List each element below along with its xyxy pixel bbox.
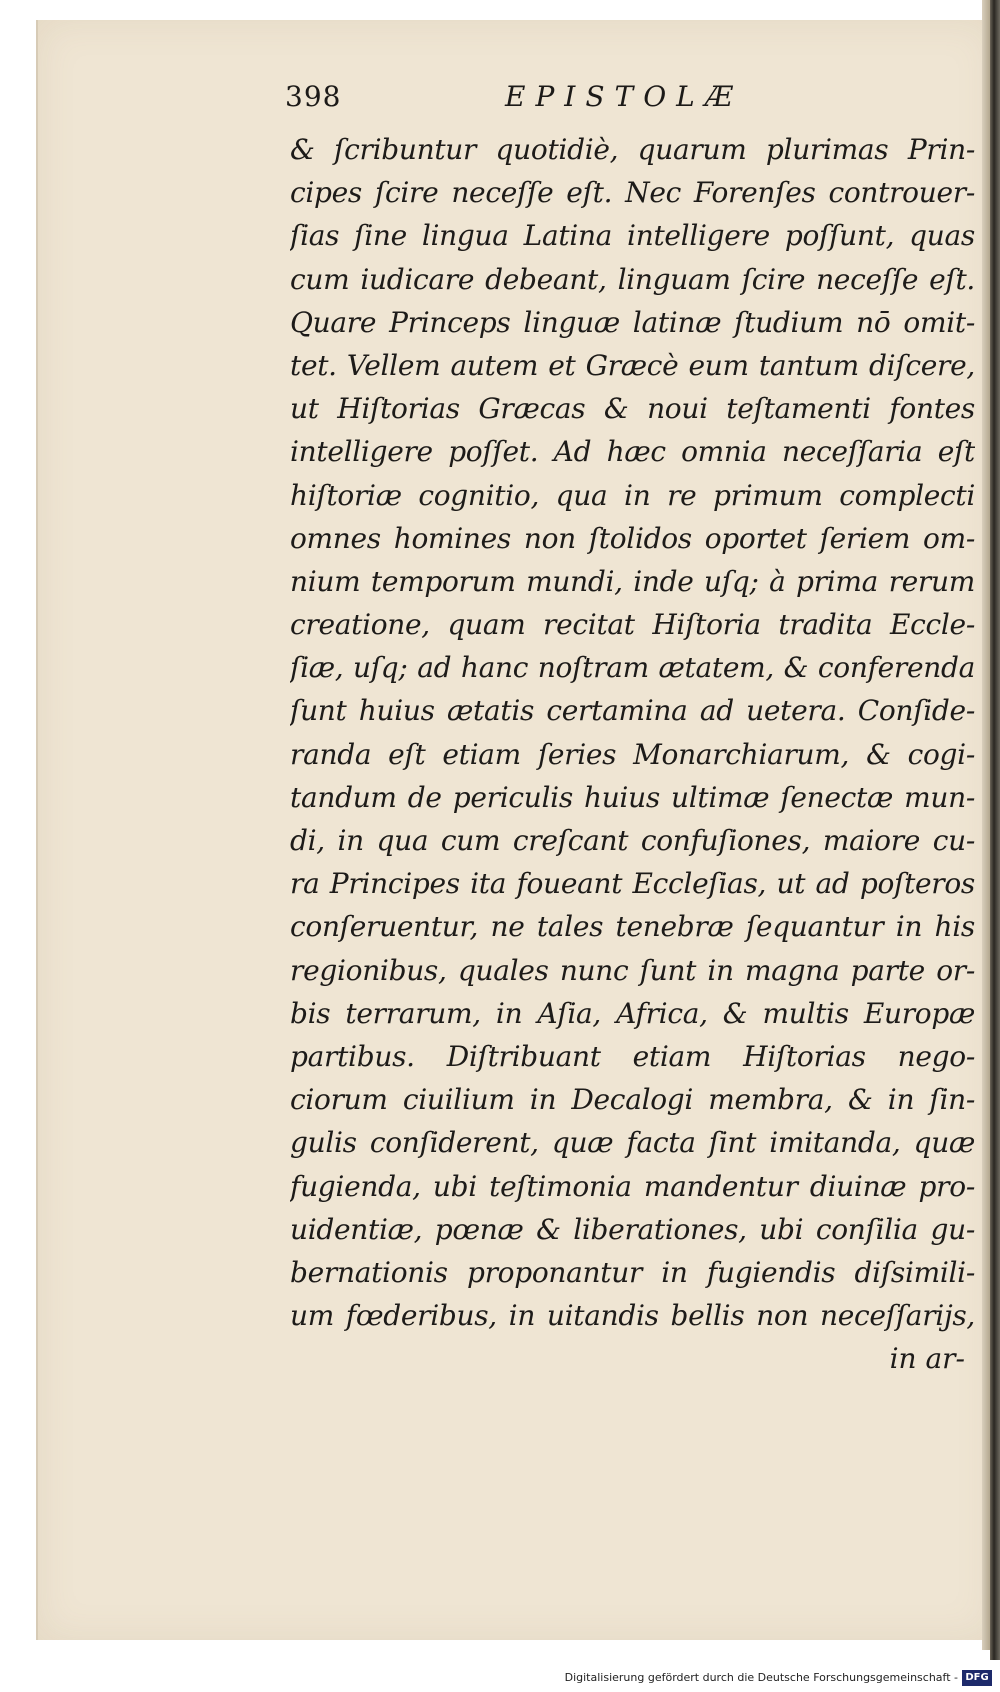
text-line: Quare Princeps linguæ latinæ ſtudium nō omit- — [290, 305, 975, 339]
text-line: tet. Vellem autem et Græcè eum tantum diſcere, — [290, 348, 975, 382]
text-line: gulis conſiderent, quæ facta ſint imitanda, quæ — [290, 1126, 975, 1160]
text-line: cipes ſcire neceſſe eſt. Nec Forenſes controuer- — [290, 176, 975, 210]
text-line: um fœderibus, in uitandis bellis non neceſſarijs, — [290, 1299, 975, 1333]
text-line: uidentiæ, pœnæ & liberationes, ubi conſilia gu- — [290, 1212, 975, 1246]
text-line: & ſcribuntur quotidiè, quarum plurimas Prin- — [290, 133, 975, 166]
footer-credit: Digitalisierung gefördert durch die Deutsche Forschungsgemeinschaft - — [564, 1671, 958, 1684]
catchword: in ar- — [889, 1342, 965, 1376]
dfg-logo-icon: DFG — [962, 1670, 992, 1686]
text-line: ut Hiſtorias Græcas & noui teſtamenti fontes — [290, 392, 975, 426]
text-line: fugienda, ubi teſtimonia mandentur diuinæ pro- — [290, 1169, 975, 1203]
text-line: bis terrarum, in Aſia, Africa, & multis Europæ — [290, 996, 975, 1030]
text-line: ciorum ciuilium in Decalogi membra, & in ſin- — [290, 1083, 975, 1117]
text-line: ra Principes ita foueant Eccleſias, ut ad poſteros — [290, 867, 975, 901]
body-text — [290, 128, 975, 1380]
running-head — [285, 80, 985, 120]
text-line: di, in qua cum creſcant confuſiones, maiore cu- — [290, 824, 975, 857]
text-line: randa eſt etiam ſeries Monarchiarum, & cogi- — [290, 737, 975, 771]
text-line: ſiæ, uſq; ad hanc noſtram ætatem, & conferenda — [290, 651, 975, 685]
text-line: intelligere poſſet. Ad hæc omnia neceſſaria eſt — [290, 435, 975, 469]
text-line: hiſtoriæ cognitio, qua in re primum complecti — [290, 478, 975, 512]
text-line: nium temporum mundi, inde uſq; à prima rerum — [290, 564, 975, 598]
text-line: ſias ſine lingua Latina intelligere poſſunt, quas — [290, 219, 975, 253]
page-edge — [982, 0, 990, 1650]
text-line: tandum de periculis huius ultimæ ſenectæ mun- — [290, 780, 975, 814]
text-line: cum iudicare debeant, linguam ſcire neceſſe eſt. — [290, 262, 975, 296]
text-line: partibus. Diſtribuant etiam Hiſtorias nego- — [290, 1039, 975, 1073]
text-line: conſeruentur, ne tales tenebræ ſequantur in his — [290, 910, 975, 944]
book-spine — [990, 0, 1000, 1660]
text-line: omnes homines non ſtolidos oportet ſeriem om- — [290, 521, 975, 555]
text-line: ſunt huius ætatis certamina ad uetera. Conſide- — [290, 694, 975, 728]
text-line: regionibus, quales nunc ſunt in magna parte or- — [290, 953, 975, 987]
running-title: EPISTOLÆ — [505, 80, 743, 113]
digitization-footer — [0, 1668, 1000, 1692]
text-line: creatione, quam recitat Hiſtoria tradita Eccle- — [290, 608, 975, 642]
page-number: 398 — [285, 80, 342, 113]
text-line: bernationis proponantur in fugiendis diſsimili- — [290, 1255, 975, 1289]
